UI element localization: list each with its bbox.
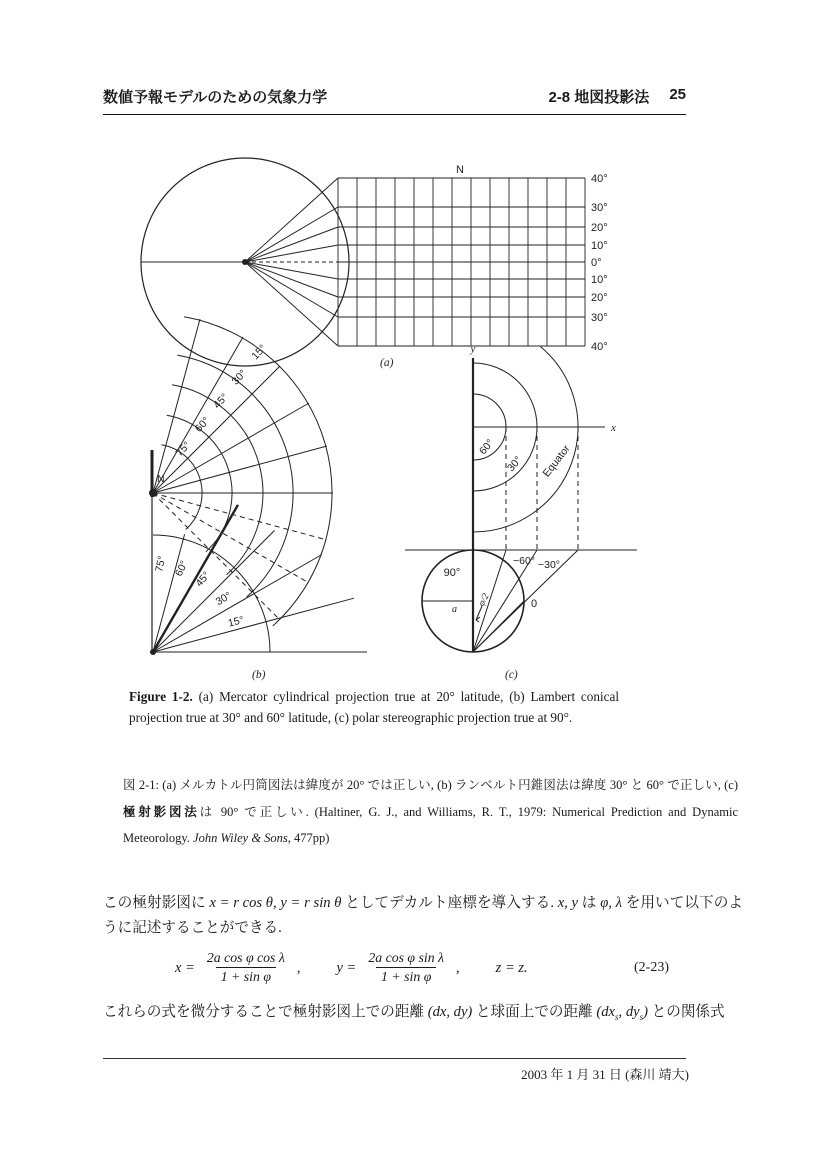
caption-jp-book-title: John Wiley & Sons (193, 831, 288, 845)
lat-label: 40° (591, 341, 608, 353)
equator-point-label: 0 (531, 598, 538, 610)
inline-math: (dx, dy) (427, 1004, 473, 1020)
footer-rule (103, 1058, 686, 1059)
stereographic-diagram (405, 343, 637, 681)
circle-label-equator: Equator (540, 442, 573, 480)
comma: , (456, 959, 460, 976)
equation-lhs-y: y = (336, 959, 357, 976)
phi-half-label: φ/2 (476, 592, 492, 608)
mercator-diagram (141, 158, 608, 369)
inline-math: x = r cos θ, y = r sin θ (209, 895, 342, 911)
inline-math: x, y (557, 895, 579, 911)
subfigure-c-label: (c) (505, 669, 518, 681)
y-axis-label: y (470, 343, 476, 355)
lambert-diagram (149, 317, 367, 681)
denominator: 1 + sin φ (376, 967, 436, 986)
equation-z: z = z. (495, 959, 528, 976)
text: を用いて以下のように記述することができる. (103, 895, 743, 936)
circle-label-60: 60° (476, 437, 497, 458)
arc-label: 45° (211, 391, 231, 412)
lat-label: 20° (591, 222, 608, 234)
text: との関係式 (647, 1004, 725, 1020)
caption-jp-part2: は 90° で正しい. (Haltiner, G. J., and Williams, R. T., 1979: Numerical Prediction and Dynamic Meteorology. (123, 804, 738, 845)
inline-math: φ, λ (600, 895, 622, 911)
numerator: 2a cos φ cos λ (206, 950, 285, 966)
mercator-grid (338, 178, 585, 346)
lat-label: 0° (591, 257, 602, 269)
north-pole-label: N (456, 164, 464, 176)
text: としてデカルト座標を導入する. (341, 895, 558, 911)
sphere-radius-label: a (452, 604, 457, 615)
subfigure-b-label: (b) (252, 669, 266, 681)
latitude-ray-labels (153, 555, 245, 630)
ray-label: 15° (226, 614, 246, 630)
arc-label: 15° (249, 342, 269, 363)
equation-lhs-x: x = (175, 959, 195, 976)
numerator: 2a cos φ sin λ (368, 950, 445, 966)
caption-en-label: Figure 1-2. (129, 689, 193, 704)
north-pole-label: N (157, 473, 165, 485)
text: は (578, 895, 601, 911)
x-axis-label: x (611, 422, 616, 434)
caption-en-text: (a) Mercator cylindrical projection true at 20° latitude, (b) Lambert conical projection true at 30° and 60° latitude, (c) polar stereographic projection true at 90°. (129, 689, 619, 725)
text: この極射影図に (103, 895, 210, 911)
lat-label: 10° (591, 274, 608, 286)
header-page-number: 25 (669, 86, 686, 103)
neg-60-label: −60° (512, 555, 536, 567)
caption-jp-bold-term: 極射影図法 (123, 804, 200, 819)
body-paragraph-2 (103, 1000, 743, 1029)
cone-arcs (162, 317, 333, 626)
lat-label: 20° (591, 292, 608, 304)
equation-2-23 (103, 941, 669, 995)
subfigure-a-label: (a) (380, 357, 394, 369)
caption-jp-part1: 図 2-1: (a) メルカトル円筒図法は緯度が 20° では正しい, (b) ランベルト円錐図法は緯度 30° と 60° で正しい, (c) (123, 778, 738, 792)
figure-caption-english (129, 686, 619, 728)
fraction (363, 950, 449, 985)
arc-label: 60° (192, 414, 213, 435)
denominator: 1 + sin φ (216, 967, 276, 986)
phi-arrow (476, 606, 482, 622)
lat-label: 30° (591, 202, 608, 214)
header-book-title: 数値予報モデルのための気象力学 (103, 89, 328, 106)
lat-label: 10° (591, 240, 608, 252)
ray-label: 30° (213, 589, 234, 609)
ray-label: 60° (172, 558, 191, 579)
header-section-title: 2-8 地図投影法 (548, 89, 650, 106)
text: と球面上での距離 (472, 1004, 597, 1020)
ray-label: 75° (153, 555, 169, 574)
figure-caption-japanese (123, 772, 738, 852)
equation-number: (2-23) (634, 960, 669, 975)
ray-label: 45° (193, 569, 213, 590)
comma: , (296, 959, 301, 976)
inline-math: ($dx_s$, $dy_s$) (596, 1004, 648, 1022)
lat-label: 40° (591, 173, 608, 185)
pole-90-label: 90° (443, 567, 461, 579)
arc-label: 30° (229, 367, 250, 388)
body-paragraph-1 (103, 891, 743, 940)
neg-30-label: −30° (537, 559, 561, 571)
caption-jp-part3: , 477pp) (287, 831, 330, 845)
arc-label: 75° (173, 439, 194, 460)
circle-label-30: 30° (504, 454, 525, 475)
projection-drop-lines (506, 427, 578, 550)
latitude-circle-labels (477, 437, 573, 479)
cone-arc-labels (174, 342, 269, 459)
text: これらの式を微分することで極射影図上での距離 (103, 1004, 428, 1020)
lat-label: 30° (591, 312, 608, 324)
fraction (202, 950, 290, 985)
footer-date-author: 2003 年 1 月 31 日 (森川 靖大) (521, 1067, 689, 1082)
